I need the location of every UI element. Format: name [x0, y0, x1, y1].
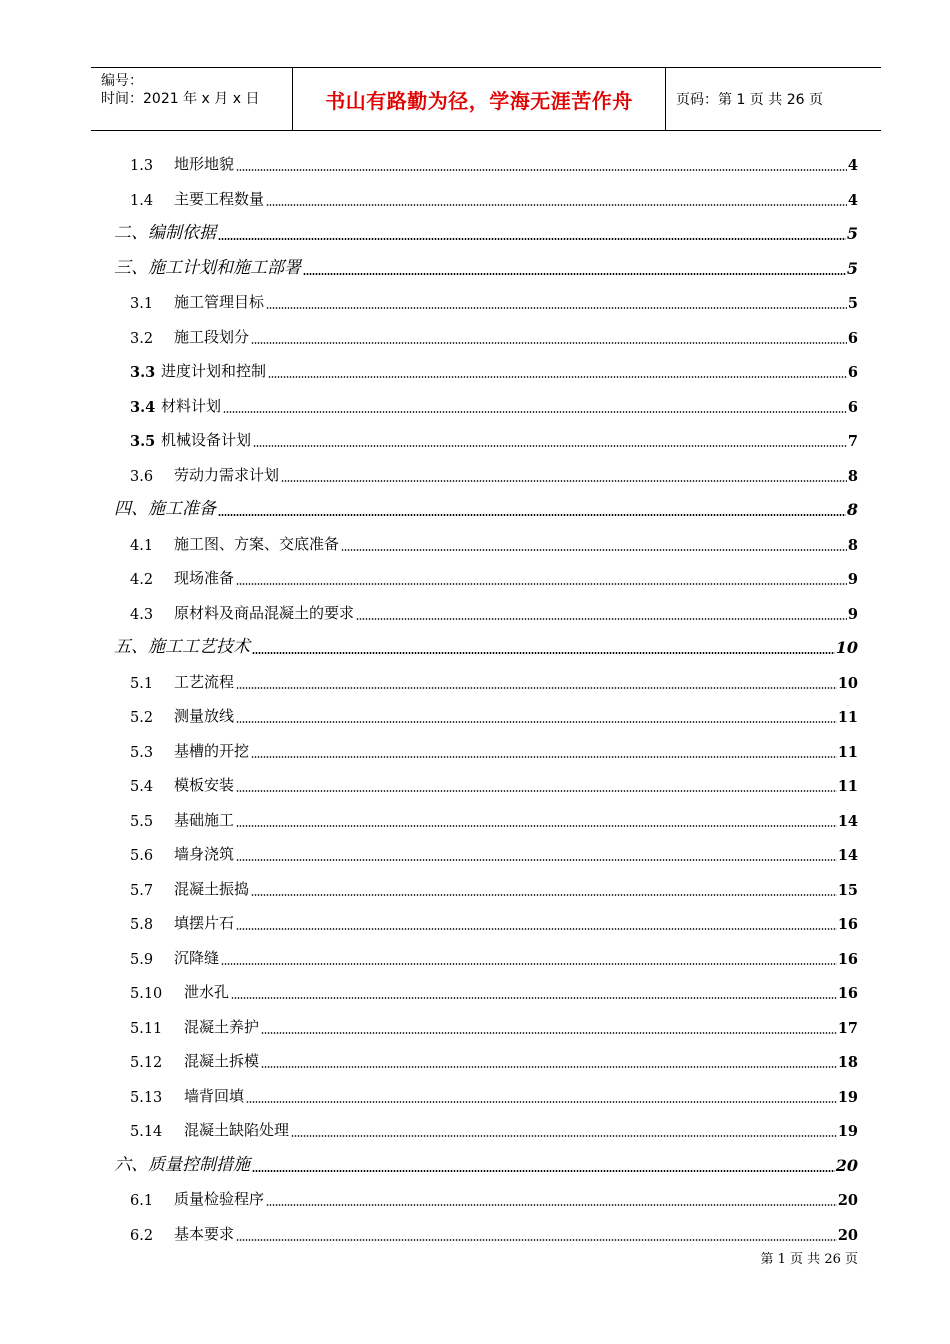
toc-entry-number: 5.3 — [130, 744, 154, 761]
toc-entry-number: 5.6 — [130, 848, 154, 864]
toc-entry-number: 5.12 — [130, 1055, 163, 1071]
toc-entry-title: 基本要求 — [174, 1224, 235, 1243]
header-motto: 书山有路勤为径，学海无涯苦作舟 — [293, 68, 666, 130]
toc-entry-title: 模板安装 — [174, 776, 235, 794]
toc-entry-number: 5.11 — [130, 1020, 163, 1037]
toc-dot-leader — [221, 963, 837, 965]
toc-entry-number: 3.5 — [130, 433, 156, 450]
toc-entry-title: 劳动力需求计划 — [174, 465, 280, 484]
toc-entry-number: 4.3 — [130, 606, 154, 623]
toc-entry-title: 四、施工准备 — [114, 494, 217, 519]
toc-entry-page-number: 5 — [846, 224, 858, 243]
toc-dot-leader — [356, 618, 847, 620]
toc-entry[interactable] — [0, 189, 950, 211]
toc-dot-leader — [266, 1204, 837, 1206]
toc-dot-leader — [236, 583, 847, 585]
page-footer: 第 1 页 共 26 页 — [760, 1252, 858, 1267]
toc-dot-leader — [253, 445, 847, 447]
toc-entry-page-number: 5 — [847, 295, 858, 312]
toc-entry-title: 工艺流程 — [174, 672, 235, 691]
toc-entry-page-number: 4 — [847, 157, 858, 174]
toc-dot-leader — [251, 756, 837, 758]
toc-entry[interactable] — [0, 1189, 950, 1211]
toc-dot-leader — [218, 238, 846, 240]
toc-entry-page-number: 18 — [837, 1054, 858, 1071]
toc-entry-number: 1.4 — [130, 192, 154, 209]
toc-entry-number: 4.1 — [130, 537, 154, 554]
toc-entry[interactable] — [0, 534, 950, 556]
toc-entry-title: 沉降缝 — [174, 948, 220, 967]
toc-entry-title: 材料计划 — [161, 396, 222, 415]
toc-dot-leader — [251, 342, 847, 344]
toc-dot-leader — [246, 1101, 837, 1103]
toc-entry[interactable] — [0, 741, 950, 763]
toc-entry-title: 二、编制依据 — [114, 218, 217, 243]
page-header — [91, 67, 881, 131]
toc-dot-leader — [236, 687, 837, 689]
toc-dot-leader — [252, 652, 835, 654]
toc-dot-leader — [281, 480, 847, 482]
toc-entry-number: 5.14 — [130, 1124, 163, 1140]
toc-entry-title: 原材料及商品混凝土的要求 — [174, 603, 355, 622]
header-page-indicator: 页码：第 1 页 共 26 页 — [676, 92, 823, 108]
toc-entry[interactable] — [0, 775, 950, 797]
toc-entry-page-number: 19 — [837, 1088, 858, 1106]
toc-entry[interactable] — [0, 292, 950, 314]
toc-section-entry[interactable] — [0, 258, 950, 280]
toc-entry-title: 测量放线 — [174, 707, 235, 725]
toc-dot-leader — [231, 997, 837, 999]
toc-entry-number: 5.4 — [130, 779, 154, 795]
toc-entry-title: 主要工程数量 — [174, 189, 265, 208]
toc-entry-number: 3.6 — [130, 468, 154, 485]
toc-entry-page-number: 16 — [837, 916, 858, 933]
toc-entry-page-number: 6 — [847, 364, 858, 381]
toc-entry[interactable] — [0, 430, 950, 452]
toc-entry-page-number: 11 — [837, 743, 858, 761]
toc-entry[interactable] — [0, 982, 950, 1004]
toc-entry-page-number: 10 — [835, 638, 858, 657]
toc-dot-leader — [266, 204, 847, 206]
toc-entry-title: 基槽的开挖 — [174, 741, 250, 760]
toc-entry-page-number: 19 — [837, 1123, 858, 1140]
toc-entry-number: 1.3 — [130, 158, 154, 174]
toc-dot-leader — [218, 514, 846, 516]
toc-entry[interactable] — [0, 844, 950, 866]
toc-entry-title: 现场准备 — [174, 569, 235, 587]
toc-entry-title: 质量检验程序 — [174, 1190, 265, 1208]
toc-entry-page-number: 11 — [837, 709, 858, 726]
toc-dot-leader — [341, 549, 847, 551]
toc-entry-number: 5.5 — [130, 813, 154, 830]
toc-entry-number: 5.9 — [130, 951, 154, 968]
toc-entry[interactable] — [0, 465, 950, 487]
toc-entry[interactable] — [0, 327, 950, 349]
toc-entry[interactable] — [0, 913, 950, 935]
toc-entry-title: 机械设备计划 — [161, 431, 252, 449]
toc-dot-leader — [236, 859, 837, 861]
toc-entry-number: 3.4 — [130, 398, 156, 416]
document-number-label: 编号： — [101, 73, 143, 89]
toc-entry-page-number: 14 — [837, 847, 858, 864]
toc-entry-number: 5.7 — [130, 882, 154, 899]
toc-dot-leader — [261, 1032, 837, 1034]
toc-section-entry[interactable] — [0, 637, 950, 659]
toc-entry[interactable] — [0, 810, 950, 832]
toc-dot-leader — [291, 1135, 837, 1137]
toc-entry-page-number: 20 — [837, 1226, 858, 1244]
toc-entry-page-number: 9 — [847, 605, 858, 623]
toc-entry-title: 进度计划和控制 — [161, 362, 267, 380]
toc-entry-title: 泄水孔 — [184, 983, 230, 1001]
toc-entry-title: 施工图、方案、交底准备 — [174, 534, 340, 553]
toc-entry[interactable] — [0, 1086, 950, 1108]
toc-entry-page-number: 9 — [847, 571, 858, 588]
toc-entry-number: 6.1 — [130, 1193, 154, 1209]
toc-entry-number: 5.10 — [130, 986, 163, 1002]
toc-entry-page-number: 17 — [837, 1019, 858, 1037]
toc-entry-number: 3.2 — [130, 330, 154, 347]
toc-entry[interactable] — [0, 706, 950, 728]
toc-entry-page-number: 10 — [837, 674, 858, 692]
toc-entry-title: 地形地貌 — [174, 155, 235, 173]
toc-entry-number: 3.1 — [130, 296, 154, 312]
toc-entry-title: 六、质量控制措施 — [114, 1150, 251, 1175]
toc-entry-title: 五、施工工艺技术 — [114, 632, 251, 657]
toc-entry-title: 基础施工 — [174, 810, 235, 829]
toc-entry-page-number: 20 — [835, 1155, 858, 1175]
toc-entry-page-number: 7 — [847, 433, 858, 450]
toc-entry-page-number: 6 — [847, 329, 858, 347]
toc-dot-leader — [236, 790, 837, 792]
toc-entry-title: 墙背回填 — [184, 1086, 245, 1105]
toc-entry-page-number: 14 — [837, 812, 858, 830]
document-time-label: 时间：2021 年 x 月 x 日 — [101, 91, 260, 107]
toc-entry[interactable] — [0, 1051, 950, 1073]
toc-entry-page-number: 8 — [847, 536, 858, 554]
toc-dot-leader — [236, 169, 847, 171]
toc-entry-page-number: 4 — [847, 191, 858, 209]
toc-entry-number: 3.3 — [130, 364, 156, 381]
toc-entry-number: 5.8 — [130, 917, 154, 933]
toc-entry-page-number: 8 — [846, 500, 858, 519]
toc-entry[interactable] — [0, 948, 950, 970]
toc-entry-title: 混凝土养护 — [184, 1017, 260, 1036]
toc-entry-number: 4.2 — [130, 572, 154, 588]
toc-entry-page-number: 11 — [837, 778, 858, 795]
toc-entry[interactable] — [0, 1120, 950, 1142]
toc-dot-leader — [261, 1066, 837, 1068]
toc-entry-number: 5.2 — [130, 710, 154, 726]
toc-entry-number: 5.1 — [130, 675, 154, 692]
toc-dot-leader — [236, 721, 837, 723]
toc-dot-leader — [266, 307, 847, 309]
toc-entry-number: 6.2 — [130, 1227, 154, 1244]
toc-dot-leader — [268, 376, 847, 378]
toc-entry[interactable] — [0, 879, 950, 901]
toc-entry[interactable] — [0, 672, 950, 694]
toc-section-entry[interactable] — [0, 223, 950, 245]
toc-entry[interactable] — [0, 1224, 950, 1246]
toc-dot-leader — [303, 273, 846, 275]
toc-dot-leader — [236, 1239, 837, 1241]
toc-section-entry[interactable] — [0, 1155, 950, 1177]
toc-entry-page-number: 8 — [847, 467, 858, 485]
toc-entry-page-number: 5 — [846, 258, 858, 278]
toc-entry-page-number: 15 — [837, 881, 858, 899]
toc-entry-title: 施工段划分 — [174, 327, 250, 346]
toc-entry-page-number: 20 — [837, 1192, 858, 1209]
toc-entry-title: 填摆片石 — [174, 914, 235, 932]
toc-entry[interactable] — [0, 361, 950, 383]
toc-entry-title: 三、施工计划和施工部署 — [114, 253, 302, 278]
toc-section-entry[interactable] — [0, 499, 950, 521]
toc-entry[interactable] — [0, 568, 950, 590]
toc-entry[interactable] — [0, 396, 950, 418]
toc-entry[interactable] — [0, 154, 950, 176]
toc-entry-title: 墙身浇筑 — [174, 845, 235, 863]
toc-dot-leader — [251, 894, 837, 896]
toc-entry-page-number: 16 — [837, 985, 858, 1002]
header-info-cell — [91, 68, 293, 130]
toc-entry[interactable] — [0, 1017, 950, 1039]
toc-dot-leader — [223, 411, 847, 413]
toc-entry-title: 混凝土振捣 — [174, 879, 250, 898]
toc-entry[interactable] — [0, 603, 950, 625]
toc-entry-title: 施工管理目标 — [174, 293, 265, 311]
toc-dot-leader — [236, 928, 837, 930]
toc-entry-page-number: 16 — [837, 950, 858, 968]
toc-entry-number: 5.13 — [130, 1089, 163, 1106]
toc-entry-page-number: 6 — [847, 398, 858, 416]
toc-dot-leader — [252, 1170, 835, 1172]
toc-entry-title: 混凝土缺陷处理 — [184, 1121, 290, 1139]
toc-entry-title: 混凝土拆模 — [184, 1052, 260, 1070]
toc-dot-leader — [236, 825, 837, 827]
